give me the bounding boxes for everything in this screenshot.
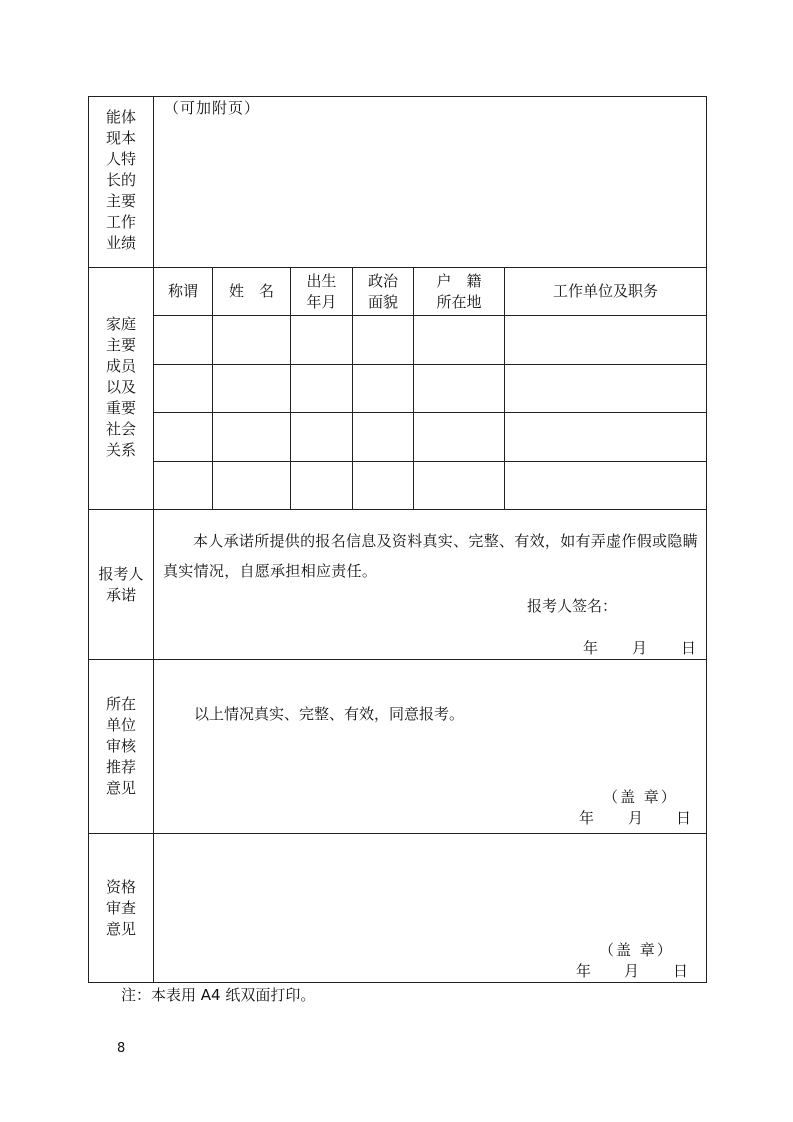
date-day: 日 — [681, 639, 697, 657]
header-relationship: 称谓 — [167, 282, 198, 300]
section-divider — [88, 833, 707, 834]
table-right-border — [706, 96, 707, 983]
header-political-status: 政治 面貌 — [367, 271, 398, 311]
date-day: 日 — [676, 809, 692, 827]
date-year: 年 — [583, 639, 599, 657]
qualification-review-label: 资格 审查 意见 — [105, 878, 136, 938]
date-day: 日 — [673, 962, 689, 980]
footnote: 注：本表用 A4 纸双面打印。 — [121, 986, 316, 1004]
seal-label: （盖 章） — [603, 788, 678, 806]
signature-field[interactable] — [620, 594, 700, 618]
family-row[interactable] — [154, 316, 706, 364]
family-row[interactable] — [154, 462, 706, 509]
family-row[interactable] — [154, 365, 706, 412]
date-year: 年 — [576, 962, 592, 980]
qualification-review-area[interactable] — [160, 840, 700, 930]
family-label: 家庭 主要 成员 以及 重要 社会 关系 — [105, 315, 136, 459]
achievements-label: 能体 现本 人特 长的 主要 工作 业绩 — [105, 108, 136, 252]
seal-label: （盖 章） — [599, 941, 674, 959]
header-employer-position: 工作单位及职务 — [552, 282, 658, 300]
signature-label: 报考人签名： — [527, 597, 618, 615]
section-divider — [88, 509, 707, 510]
table-bottom-border — [88, 982, 707, 983]
family-row[interactable] — [154, 413, 706, 461]
attachment-note: （可加附页） — [164, 99, 261, 117]
date-month: 月 — [628, 809, 644, 827]
header-birth-date: 出生 年月 — [306, 271, 337, 311]
section-divider — [88, 659, 707, 660]
pledge-text: 本人承诺所提供的报名信息及资料真实、完整、有效，如有弄虚作假或隐瞒真实情况，自愿承担相应责任。 — [163, 532, 698, 580]
page-number: 8 — [117, 1041, 126, 1056]
unit-review-text: 以上情况真实、完整、有效，同意报考。 — [194, 705, 465, 723]
pledge-label: 报考人 承诺 — [98, 565, 144, 604]
date-month: 月 — [624, 962, 640, 980]
header-name: 姓 名 — [228, 282, 274, 300]
label-column-divider — [153, 96, 154, 983]
date-year: 年 — [579, 809, 595, 827]
date-month: 月 — [632, 639, 648, 657]
unit-review-label: 所在 单位 审核 推荐 意见 — [105, 695, 136, 797]
header-household-registration: 户 籍 所在地 — [436, 271, 482, 311]
achievements-input-area[interactable] — [160, 122, 700, 262]
